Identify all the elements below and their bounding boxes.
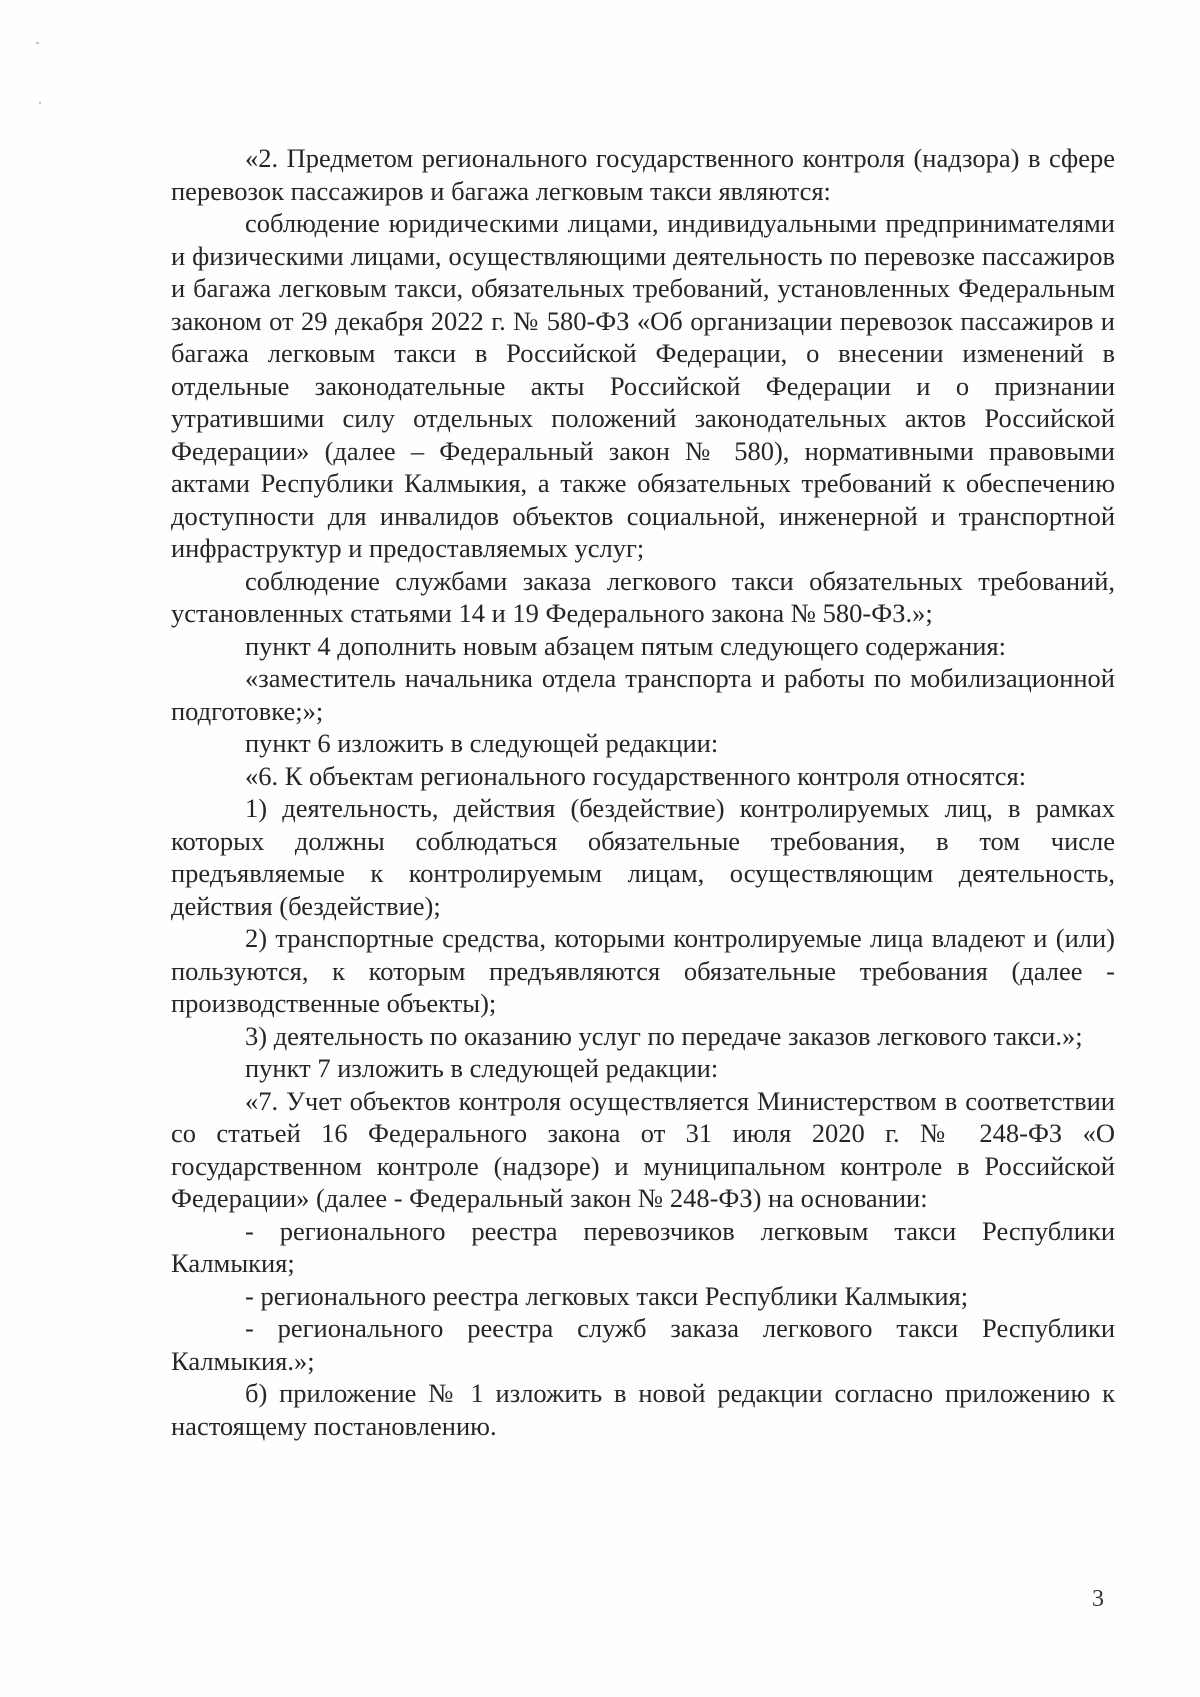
paragraph-dispatch-services-compliance: соблюдение службами заказа легкового такси обязательных требований, установленных статьями 14 и 19 Федерального закона № 580-ФЗ.»; <box>171 565 1115 628</box>
paragraph-subject-of-control: «2. Предметом регионального государственного контроля (надзора) в сфере перевозок пассажиров и багажа легковым такси являются: <box>171 143 1115 206</box>
paragraph-object-2: 2) транспортные средства, которыми контролируемые лица владеют и (или) пользуются, к которым предъявляются обязательные требования (далее - производственные объекты); <box>171 923 1115 1018</box>
paragraph-registry-carriers: - регионального реестра перевозчиков легковым такси Республики Калмыкия; <box>171 1215 1115 1278</box>
paragraph-object-3: 3) деятельность по оказанию услуг по передаче заказов легкового такси.»; <box>245 1020 1083 1051</box>
document-body <box>171 142 1115 1442</box>
paragraph-object-1: 1) деятельность, действия (бездействие) контролируемых лиц, в рамках которых должны соблюдаться обязательные требования, в том числе предъявляемые к контролируемым лицам, осуществляющим деятельность, действия (бездействие); <box>171 793 1115 921</box>
paragraph-objects-of-control: «6. К объектам регионального государственного контроля относятся: <box>245 760 1027 791</box>
paragraph-item-6-amendment: пункт 6 изложить в следующей редакции: <box>245 728 719 758</box>
paragraph-registry-dispatch-services: - регионального реестра служб заказа легкового такси Республики Калмыкия.»; <box>171 1313 1115 1376</box>
paragraph-deputy-head: «заместитель начальника отдела транспорта и работы по мобилизационной подготовке;»; <box>171 663 1115 726</box>
page-number: 3 <box>1092 1586 1104 1612</box>
paragraph-item-4-amendment: пункт 4 дополнить новым абзацем пятым следующего содержания: <box>245 630 1006 661</box>
paragraph-appendix-1: б) приложение № 1 изложить в новой редакции согласно приложению к настоящему постановлению. <box>171 1378 1115 1441</box>
paragraph-accounting-of-objects: «7. Учет объектов контроля осуществляется Министерством в соответствии со статьей 16 Федерального закона от 31 июля 2020 г. № 248-ФЗ «О государственном контроле (надзоре) и муниципальном контроле в Российской Федерации» (далее - Федеральный закон № 248-ФЗ) на основании: <box>171 1085 1115 1213</box>
paragraph-registry-taxis: - регионального реестра легковых такси Республики Калмыкия; <box>245 1280 969 1311</box>
scan-speck <box>36 42 39 44</box>
paragraph-item-7-amendment: пункт 7 изложить в следующей редакции: <box>245 1053 719 1083</box>
paragraph-legal-entities-compliance: соблюдение юридическими лицами, индивидуальными предпринимателями и физическими лицами, осуществляющими деятельность по перевозке пассажиров и багажа легковым такси, обязательных требований, установленных Федеральным законом от 29 декабря 2022 г. № 580-ФЗ «Об организации перевозок пассажиров и багажа легковым такси в Российской Федерации, о внесении изменений в отдельные законодательные акты Российской Федерации и о признании утратившими силу отдельных положений законодательных актов Российской Федерации» (далее – Федеральный закон № 580), нормативными правовыми актами Республики Калмыкия, а также обязательных требований к обеспечению доступности для инвалидов объектов социальной, инженерной и транспортной инфраструктур и предоставляемых услуг; <box>171 208 1115 563</box>
scan-speck <box>39 102 41 104</box>
